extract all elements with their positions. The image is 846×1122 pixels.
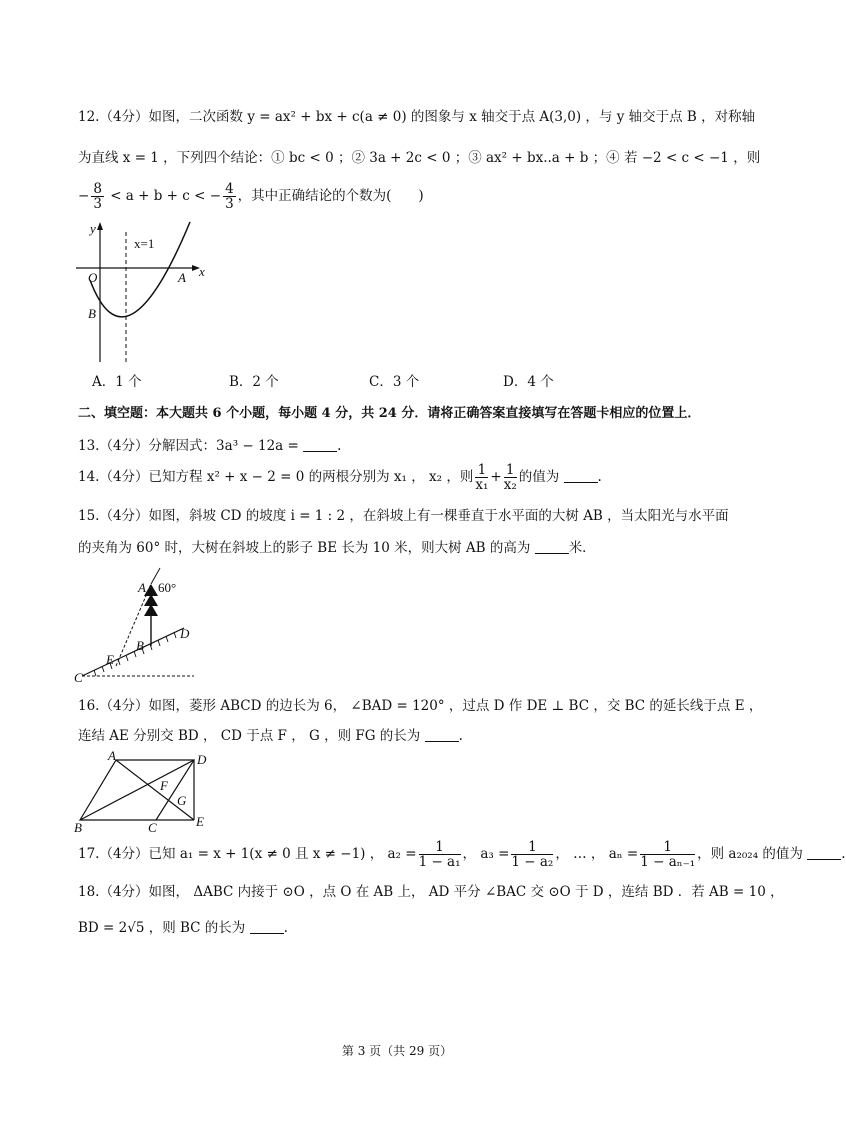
point-e-label: E bbox=[106, 652, 114, 667]
q14-text: 14.（4分）已知方程 x² + x − 2 = 0 的两根分别为 x₁ ， x₂ ，则 bbox=[78, 469, 474, 485]
fraction-1-x2: $\frac{1}{\text{x₂}}$ bbox=[503, 462, 517, 493]
point-d-label: D bbox=[180, 626, 190, 641]
x-axis-label: x bbox=[199, 264, 205, 279]
answer-blank bbox=[250, 919, 284, 934]
q16-line-1: 16.（4分）如图，菱形 ABCD 的边长为 6， ∠BAD = 120° ，过点 D 作 DE ⊥ BC ，交 BC 的延长线于点 E ， bbox=[78, 698, 763, 714]
option-d: D．4 个 bbox=[503, 374, 554, 390]
q18-line-1: 18.（4分）如图， ΔABC 内接于 ⊙O ，点 O 在 AB 上， AD 平分 ∠BAC 交 ⊙O 于 D ，连结 BD ．若 AB = 10 ， bbox=[78, 884, 784, 900]
point-b-label: B bbox=[136, 638, 144, 653]
q12-line-3 bbox=[78, 182, 424, 211]
point-g-label: G bbox=[177, 793, 187, 808]
fraction-8-3: $\frac{8}{3}$ bbox=[93, 181, 102, 212]
q15-line-2: 的夹角为 60° 时，大树在斜坡上的影子 BE 长为 10 米，则大树 AB 的高为 米． bbox=[78, 540, 596, 556]
y-axis-label: y bbox=[90, 221, 96, 236]
point-b-label: B bbox=[74, 820, 82, 835]
q17: 17.（4分）已知 a₁ = x + 1(x ≠ 0 且 x ≠ −1) ， a₂ = $\frac{1}{\text{1 − a₁}}$ ， a₃ = $\frac{1}{\text{1 − a₂}}$ ， … ， aₙ = $\frac{1}{\text{1 − aₙ₋₁}}$ ，则 a₂₀₂₄ 的值为 . bbox=[78, 839, 846, 870]
point-c-label: C bbox=[148, 820, 157, 835]
q12-line-2: 为直线 x = 1 ，下列四个结论：① bc < 0 ；② 3a + 2c < 0 ；③ ax² + bx..a + b ；④ 若 −2 < c < −1 ，则 bbox=[78, 150, 761, 166]
q18-line-2: BD = 2√5 ，则 BC 的长为 . bbox=[78, 920, 288, 936]
answer-blank bbox=[303, 437, 337, 452]
rhombus-figure bbox=[72, 750, 212, 834]
origin-label: O bbox=[88, 270, 98, 285]
fraction-a3: $\frac{1}{\text{1 − a₂}}$ bbox=[511, 839, 554, 870]
answer-blank bbox=[564, 468, 598, 483]
q14: 14.（4分）已知方程 x² + x − 2 = 0 的两根分别为 x₁ ， x₂ ，则 $\frac{1}{\text{x₁}}$ + $\frac{1}{\text{x₂}}$ 的值为 . bbox=[78, 462, 602, 493]
minus-sign: − bbox=[78, 188, 90, 204]
q13: 13.（4分）分解因式：3a³ − 12a = . bbox=[78, 438, 342, 454]
answer-blank bbox=[807, 845, 841, 860]
answer-blank bbox=[425, 727, 459, 742]
point-d-label: D bbox=[197, 752, 207, 767]
answer-blank bbox=[535, 539, 569, 554]
fraction-1-x1: $\frac{1}{\text{x₁}}$ bbox=[475, 462, 489, 493]
point-e-label: E bbox=[196, 814, 204, 829]
option-c: C．3 个 bbox=[369, 374, 420, 390]
option-a: A．1 个 bbox=[92, 374, 142, 390]
parabola-figure bbox=[72, 218, 212, 366]
angle-label: 60° bbox=[158, 580, 177, 595]
slope-tree-figure bbox=[72, 566, 202, 684]
q17-text: 17.（4分）已知 a₁ = x + 1(x ≠ 0 且 x ≠ −1) ， a₂ = bbox=[78, 846, 417, 862]
section-2-heading: 二、填空题：本大题共 6 个小题，每小题 4 分，共 24 分．请将正确答案直接填写在答题卡相应的位置上． bbox=[78, 406, 701, 421]
q13-text: 13.（4分）分解因式：3a³ − 12a = bbox=[78, 438, 304, 454]
fraction-4-3: $\frac{4}{3}$ bbox=[225, 181, 234, 212]
point-a-label: A bbox=[108, 748, 116, 763]
point-a-label: A bbox=[138, 580, 146, 595]
point-a-label: A bbox=[178, 270, 186, 285]
q15-line-1: 15.（4分）如图，斜坡 CD 的坡度 i = 1 : 2 ，在斜坡上有一棵垂直于水平面的大树 AB ，当太阳光与水平面 bbox=[78, 508, 729, 524]
point-f-label: F bbox=[160, 778, 168, 793]
fraction-a2: $\frac{1}{\text{1 − a₁}}$ bbox=[418, 839, 461, 870]
inequality-middle: < a + b + c < − bbox=[110, 188, 222, 204]
fraction-an: $\frac{1}{\text{1 − aₙ₋₁}}$ bbox=[640, 839, 696, 870]
point-b-label: B bbox=[88, 306, 96, 321]
symmetry-axis-label: x=1 bbox=[134, 236, 155, 251]
question-tail: ，其中正确结论的个数为( ) bbox=[237, 188, 424, 204]
page-footer: 第 3 页（共 29 页） bbox=[341, 1044, 453, 1058]
q12-line-1: 12.（4分）如图，二次函数 y = ax² + bx + c(a ≠ 0) 的图象与 x 轴交于点 A(3,0) ，与 y 轴交于点 B ，对称轴 bbox=[78, 109, 756, 125]
option-b: B．2 个 bbox=[229, 374, 279, 390]
q16-line-2: 连结 AE 分别交 BD ， CD 于点 F ， G ，则 FG 的长为 . bbox=[78, 728, 463, 744]
point-c-label: C bbox=[74, 670, 83, 685]
